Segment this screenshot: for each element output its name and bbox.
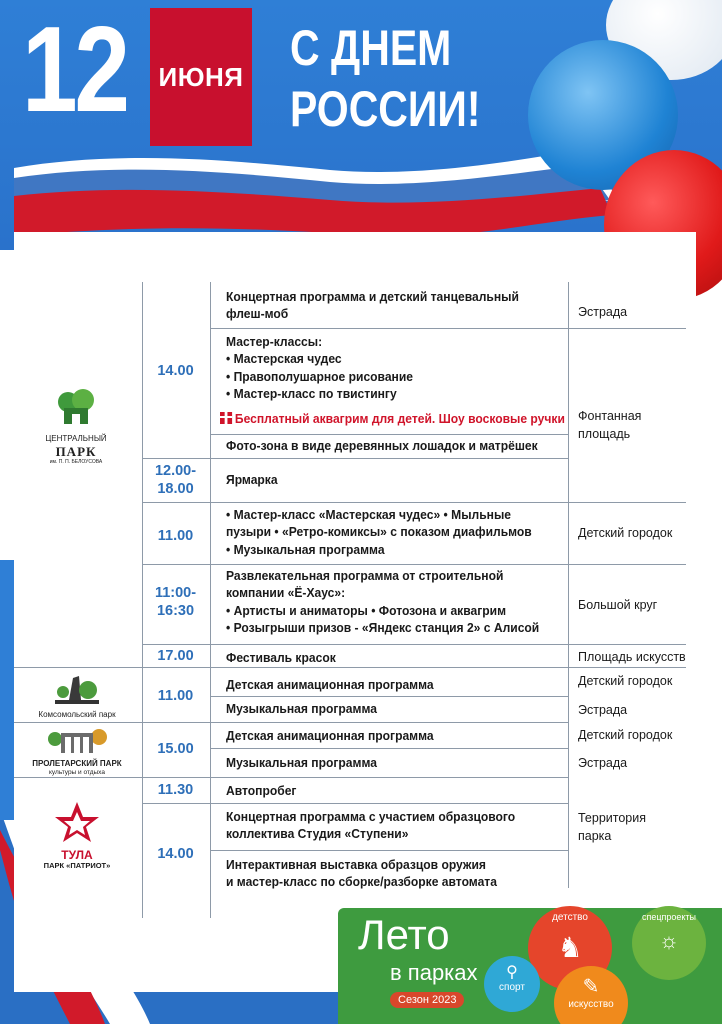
event-line: и мастер-класс по сборке/разборке автомата xyxy=(226,874,497,890)
event-line: Концертная программа с участием образцового xyxy=(226,809,516,824)
palette-icon: ✎ xyxy=(582,976,600,998)
event-line: • Мастер-класс по твистингу xyxy=(226,386,397,402)
event-weapons-exhibition xyxy=(226,856,547,891)
place-arts-square: Площадь искусств xyxy=(578,650,686,664)
event-line: • Розыгрыши призов - «Яндекс станция 2» с Алисой xyxy=(226,620,540,636)
place-line: парка xyxy=(578,828,612,843)
place-kids-town: Детский городок xyxy=(578,526,673,540)
sport-tag xyxy=(484,956,540,1012)
komsomolsky-park-logo xyxy=(22,672,132,720)
star-icon xyxy=(52,800,102,844)
event-line: Концертная программа и детский танцевальный xyxy=(226,289,519,304)
time-proletarsky: 15.00 xyxy=(157,741,194,757)
time-fair xyxy=(143,462,208,498)
event-concert-stupeni xyxy=(226,808,547,843)
trees-icon xyxy=(55,388,97,430)
place-kids-town: Детский городок xyxy=(578,728,673,742)
event-line: • Мастерская чудес xyxy=(226,351,342,367)
time-patriot-1400: 14.00 xyxy=(157,846,194,862)
park-patriot-logo-main: ПАРК «ПАТРИОТ» xyxy=(43,861,111,870)
central-park-logo-sub: им. П. П. БЕЛОУСОВА xyxy=(49,458,103,465)
event-line: • Мастер-класс «Мастерская чудес» • Мыльные xyxy=(226,507,512,522)
event-line: Интерактивная выставка образцов оружия xyxy=(226,857,486,872)
gift-icon xyxy=(220,412,232,424)
central-park-logo-top: ЦЕНТРАЛЬНЫЙ xyxy=(45,434,107,443)
proletarsky-park-logo xyxy=(22,725,132,776)
holiday-title-line1: С ДНЕМ xyxy=(290,20,452,76)
bicycle-icon: ⚲ xyxy=(506,964,518,981)
special-projects-label: спецпроекты xyxy=(641,912,697,922)
special-projects-tag xyxy=(632,906,706,980)
sport-label: спорт xyxy=(499,982,525,993)
komsomolsky-park-logo-main: Комсомольский парк xyxy=(38,710,116,719)
time-1130: 11.30 xyxy=(157,782,194,798)
event-autorally: Автопробег xyxy=(226,783,297,798)
place-kids-town: Детский городок xyxy=(578,674,673,688)
event-music-program: Музыкальная программа xyxy=(226,755,377,770)
event-concert-flashmob xyxy=(226,288,547,323)
art-label: искусство xyxy=(568,999,614,1010)
art-tag xyxy=(554,966,628,1024)
event-free-aquagrim xyxy=(220,410,565,427)
event-master-class-kids-town xyxy=(226,506,547,558)
event-kids-animation: Детская анимационная программа xyxy=(226,728,434,743)
event-photo-zone: Фото-зона в виде деревянных лошадок и матрёшек xyxy=(226,438,538,453)
badge-season: Сезон 2023 xyxy=(390,992,464,1008)
time-line: 12.00- xyxy=(154,463,197,479)
place-park-territory xyxy=(578,810,646,845)
monument-icon xyxy=(55,672,99,706)
event-color-festival: Фестиваль красок xyxy=(226,650,336,665)
park-building-icon xyxy=(47,725,107,755)
place-estrada: Эстрада xyxy=(578,703,628,717)
place-line: Территория xyxy=(578,811,647,825)
gift-text: Бесплатный аквагрим для детей. Шоу восковые ручки xyxy=(234,411,565,426)
event-kids-animation: Детская анимационная программа xyxy=(226,677,434,692)
event-music-program: Музыкальная программа xyxy=(226,701,377,716)
place-line: Фонтанная xyxy=(578,409,642,423)
place-big-circle: Большой круг xyxy=(578,598,658,612)
badge-title: Лето xyxy=(358,911,450,958)
park-patriot-logo-top: ТУЛА xyxy=(61,848,93,862)
event-line: пузыри • «Ретро-комиксы» с показом диафильмов xyxy=(226,524,532,540)
event-master-classes xyxy=(226,333,547,403)
event-line: коллектива Студия «Ступени» xyxy=(226,826,409,842)
rocking-horse-icon: ♞ xyxy=(557,932,583,963)
central-park-logo xyxy=(42,388,110,465)
time-komsomolsky: 11.00 xyxy=(157,688,194,704)
month-badge xyxy=(150,8,252,146)
summer-in-parks-badge xyxy=(338,908,722,1024)
event-line: Развлекательная программа от строительной xyxy=(226,568,504,583)
park-patriot-logo xyxy=(40,800,114,870)
time-1700: 17.00 xyxy=(157,648,194,664)
event-line: • Артисты и аниматоры • Фотозона и аквагрим xyxy=(226,602,507,618)
place-estrada: Эстрада xyxy=(578,756,628,770)
childhood-label: детство xyxy=(552,912,588,923)
event-fair: Ярмарка xyxy=(226,472,278,487)
time-line: 11:00- xyxy=(154,585,197,601)
proletarsky-park-logo-main: ПРОЛЕТАРСКИЙ ПАРК xyxy=(32,759,122,768)
time-1100-kids: 11.00 xyxy=(157,528,194,544)
central-park-logo-main: ПАРК xyxy=(55,443,97,459)
day-number: 12 xyxy=(22,1,127,137)
time-ehaus xyxy=(143,584,208,620)
time-line: 16:30 xyxy=(156,603,195,620)
event-line: Мастер-классы: xyxy=(226,334,323,349)
time-central-1400: 14.00 xyxy=(157,363,194,379)
month-label: ИЮНЯ xyxy=(158,61,244,92)
place-estrada: Эстрада xyxy=(578,305,628,319)
proletarsky-park-logo-sub: культуры и отдыха xyxy=(49,768,105,776)
event-line: флеш-моб xyxy=(226,306,289,322)
event-ehaus-program xyxy=(226,567,547,637)
place-line: площадь xyxy=(578,426,631,441)
event-line: • Музыкальная программа xyxy=(226,541,385,557)
place-fountain-square xyxy=(578,408,641,443)
holiday-title xyxy=(290,18,481,140)
time-line: 18.00 xyxy=(157,481,194,498)
lightbulb-icon: ☼ xyxy=(658,928,680,953)
event-line: компании «Ё-Хаус»: xyxy=(226,585,346,601)
badge-subtitle: в парках xyxy=(390,960,478,985)
event-line: • Правополушарное рисование xyxy=(226,368,414,384)
holiday-title-line2: РОССИИ! xyxy=(290,81,481,137)
